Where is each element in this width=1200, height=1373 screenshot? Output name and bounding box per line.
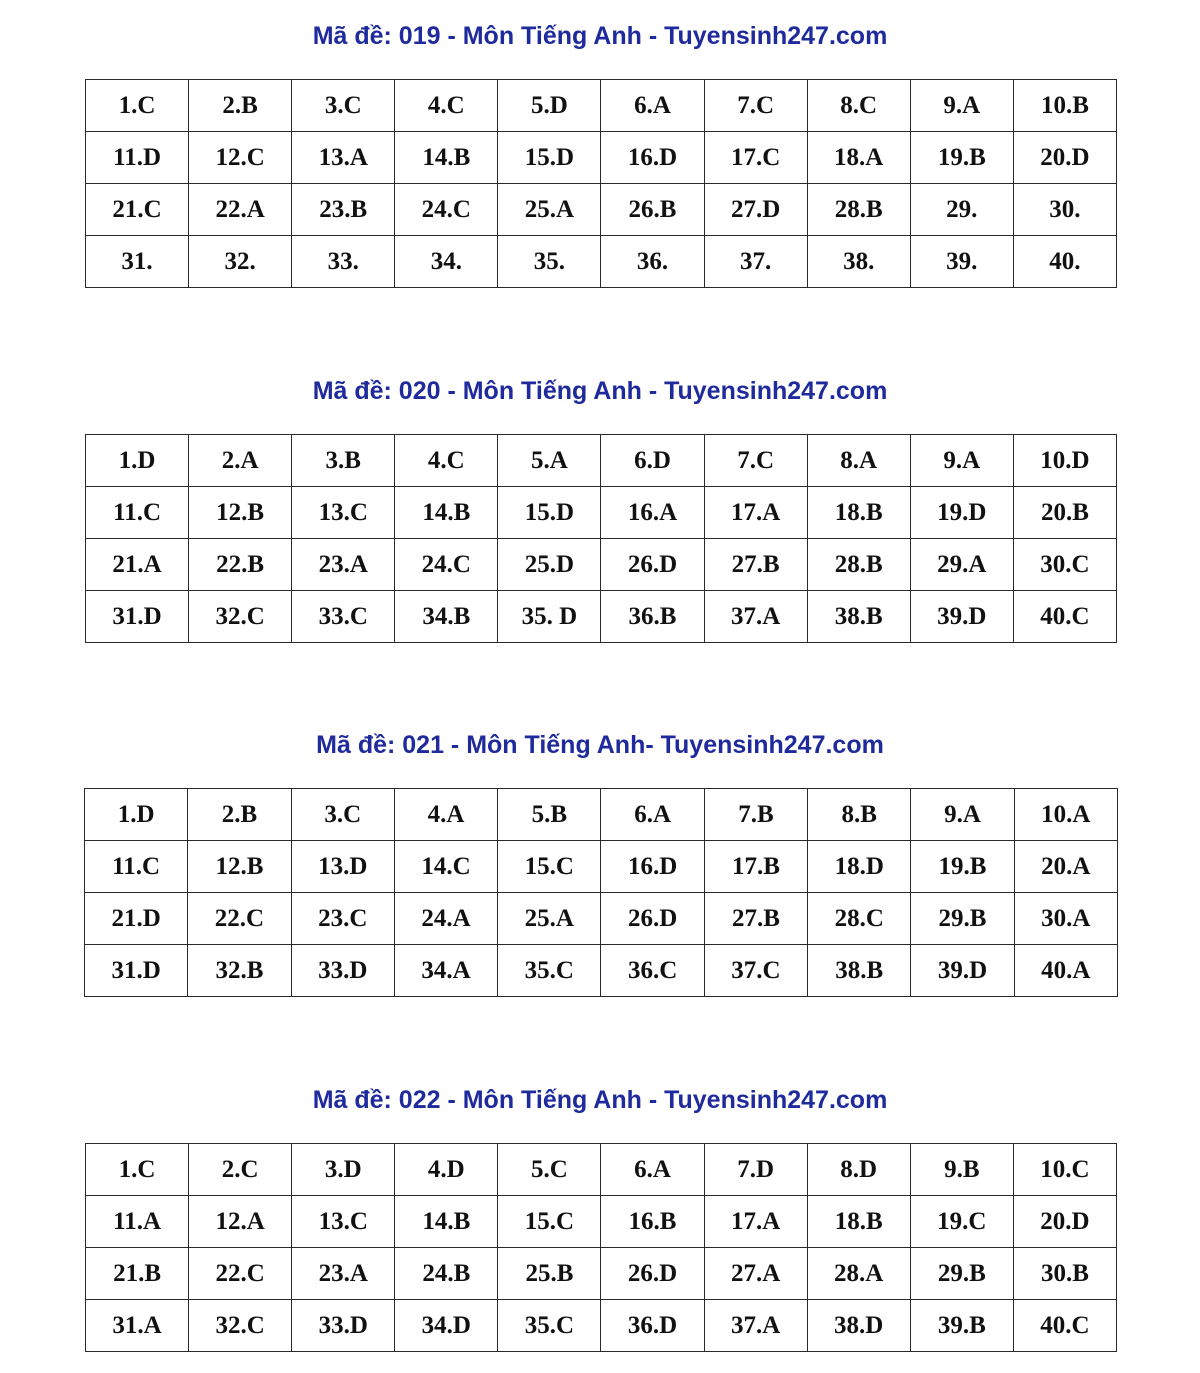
answer-cell: 24.A	[394, 893, 497, 945]
answer-cell: 35. D	[498, 591, 601, 643]
answer-cell: 11.A	[86, 1196, 189, 1248]
section-title: Mã đề: 020 - Môn Tiếng Anh - Tuyensinh247.com	[312, 377, 888, 405]
answer-cell: 38.B	[807, 591, 910, 643]
answer-cell: 1.D	[86, 435, 189, 487]
answer-cell: 34.B	[395, 591, 498, 643]
answer-cell: 16.B	[601, 1196, 704, 1248]
answer-cell: 32.C	[189, 1300, 292, 1352]
answer-cell: 40.C	[1013, 1300, 1116, 1352]
answer-cell: 26.D	[601, 1248, 704, 1300]
answer-cell: 7.C	[704, 435, 807, 487]
answer-cell: 40.C	[1013, 591, 1116, 643]
answer-table	[84, 788, 1118, 997]
answer-cell: 10.C	[1013, 1144, 1116, 1196]
answer-cell: 16.D	[601, 841, 704, 893]
table-row	[86, 1248, 1117, 1300]
answer-cell: 12.C	[189, 132, 292, 184]
answer-cell: 30.B	[1013, 1248, 1116, 1300]
answer-cell: 37.	[704, 236, 807, 288]
answer-cell: 33.D	[292, 1300, 395, 1352]
answer-cell: 22.B	[189, 539, 292, 591]
answer-cell: 40.A	[1014, 945, 1117, 997]
answer-cell: 14.B	[395, 132, 498, 184]
answer-cell: 40.	[1013, 236, 1116, 288]
answer-cell: 33.D	[291, 945, 394, 997]
answer-cell: 5.C	[498, 1144, 601, 1196]
table-row	[86, 591, 1117, 643]
answer-cell: 25.D	[498, 539, 601, 591]
answer-cell: 19.B	[910, 132, 1013, 184]
answer-cell: 34.D	[395, 1300, 498, 1352]
answer-cell: 3.D	[292, 1144, 395, 1196]
answer-cell: 32.	[189, 236, 292, 288]
answer-cell: 25.A	[498, 184, 601, 236]
answer-cell: 15.C	[498, 1196, 601, 1248]
answer-cell: 5.B	[498, 789, 601, 841]
table-row	[85, 789, 1118, 841]
answer-cell: 6.D	[601, 435, 704, 487]
answer-cell: 29.B	[911, 893, 1014, 945]
answer-cell: 32.C	[189, 591, 292, 643]
answer-cell: 19.B	[911, 841, 1014, 893]
answer-cell: 37.C	[704, 945, 807, 997]
answer-cell: 29.B	[910, 1248, 1013, 1300]
answer-cell: 37.A	[704, 1300, 807, 1352]
answer-cell: 17.A	[704, 1196, 807, 1248]
answer-cell: 30.	[1013, 184, 1116, 236]
answer-cell: 5.D	[498, 80, 601, 132]
answer-cell: 4.A	[394, 789, 497, 841]
answer-cell: 8.C	[807, 80, 910, 132]
answer-cell: 38.	[807, 236, 910, 288]
answer-cell: 14.C	[394, 841, 497, 893]
table-row	[86, 236, 1117, 288]
answer-cell: 31.A	[86, 1300, 189, 1352]
answer-cell: 21.A	[86, 539, 189, 591]
answer-cell: 2.B	[188, 789, 291, 841]
answer-cell: 37.A	[704, 591, 807, 643]
answer-cell: 26.B	[601, 184, 704, 236]
answer-cell: 11.C	[85, 841, 188, 893]
answer-cell: 6.A	[601, 80, 704, 132]
answer-cell: 1.D	[85, 789, 188, 841]
answer-cell: 35.C	[498, 945, 601, 997]
table-row	[86, 184, 1117, 236]
answer-cell: 21.C	[86, 184, 189, 236]
answer-cell: 15.C	[498, 841, 601, 893]
section-title: Mã đề: 019 - Môn Tiếng Anh - Tuyensinh247.com	[312, 22, 888, 50]
table-row	[86, 80, 1117, 132]
answer-cell: 2.B	[189, 80, 292, 132]
answer-cell: 33.	[292, 236, 395, 288]
answer-cell: 28.A	[807, 1248, 910, 1300]
answer-cell: 15.D	[498, 132, 601, 184]
answer-cell: 23.B	[292, 184, 395, 236]
answer-cell: 16.D	[601, 132, 704, 184]
answer-cell: 1.C	[86, 1144, 189, 1196]
answer-cell: 7.C	[704, 80, 807, 132]
answer-cell: 27.B	[704, 893, 807, 945]
answer-cell: 24.C	[395, 539, 498, 591]
answer-cell: 20.A	[1014, 841, 1117, 893]
answer-cell: 6.A	[601, 1144, 704, 1196]
answer-cell: 39.	[910, 236, 1013, 288]
answer-cell: 8.A	[807, 435, 910, 487]
answer-cell: 13.C	[292, 487, 395, 539]
section-title: Mã đề: 021 - Môn Tiếng Anh- Tuyensinh247.com	[316, 731, 884, 759]
answer-cell: 13.D	[291, 841, 394, 893]
answer-cell: 15.D	[498, 487, 601, 539]
table-row	[86, 1196, 1117, 1248]
answer-cell: 6.A	[601, 789, 704, 841]
answer-cell: 17.B	[704, 841, 807, 893]
answer-cell: 20.D	[1013, 1196, 1116, 1248]
answer-cell: 30.A	[1014, 893, 1117, 945]
table-row	[86, 1300, 1117, 1352]
answer-cell: 21.D	[85, 893, 188, 945]
answer-cell: 26.D	[601, 539, 704, 591]
table-row	[86, 539, 1117, 591]
answer-cell: 23.A	[292, 539, 395, 591]
answer-cell: 27.A	[704, 1248, 807, 1300]
answer-cell: 27.D	[704, 184, 807, 236]
answer-cell: 26.D	[601, 893, 704, 945]
answer-cell: 7.D	[704, 1144, 807, 1196]
answer-cell: 14.B	[395, 487, 498, 539]
answer-cell: 28.B	[807, 184, 910, 236]
answer-cell: 36.B	[601, 591, 704, 643]
answer-cell: 2.C	[189, 1144, 292, 1196]
answer-cell: 4.C	[395, 435, 498, 487]
answer-cell: 9.A	[910, 435, 1013, 487]
answer-cell: 35.	[498, 236, 601, 288]
answer-cell: 12.A	[189, 1196, 292, 1248]
answer-cell: 8.D	[807, 1144, 910, 1196]
answer-cell: 35.C	[498, 1300, 601, 1352]
answer-cell: 39.B	[910, 1300, 1013, 1352]
answer-cell: 17.A	[704, 487, 807, 539]
answer-cell: 39.D	[910, 591, 1013, 643]
answer-cell: 29.A	[910, 539, 1013, 591]
answer-cell: 23.C	[291, 893, 394, 945]
answer-cell: 19.C	[910, 1196, 1013, 1248]
table-row	[85, 841, 1118, 893]
answer-cell: 24.C	[395, 184, 498, 236]
table-row	[85, 945, 1118, 997]
answer-cell: 12.B	[188, 841, 291, 893]
answer-cell: 28.B	[807, 539, 910, 591]
answer-cell: 24.B	[395, 1248, 498, 1300]
answer-cell: 2.A	[189, 435, 292, 487]
table-row	[86, 487, 1117, 539]
answer-cell: 27.B	[704, 539, 807, 591]
answer-cell: 4.D	[395, 1144, 498, 1196]
answer-table	[85, 434, 1117, 643]
answer-cell: 10.D	[1013, 435, 1116, 487]
answer-cell: 34.	[395, 236, 498, 288]
answer-cell: 22.A	[189, 184, 292, 236]
answer-cell: 31.D	[86, 591, 189, 643]
answer-cell: 38.B	[808, 945, 911, 997]
answer-cell: 38.D	[807, 1300, 910, 1352]
answer-cell: 36.D	[601, 1300, 704, 1352]
answer-cell: 39.D	[911, 945, 1014, 997]
answer-cell: 3.C	[291, 789, 394, 841]
answer-cell: 18.B	[807, 487, 910, 539]
section-title: Mã đề: 022 - Môn Tiếng Anh - Tuyensinh247.com	[312, 1086, 888, 1114]
answer-cell: 9.A	[911, 789, 1014, 841]
answer-cell: 11.C	[86, 487, 189, 539]
answer-cell: 17.C	[704, 132, 807, 184]
table-row	[86, 132, 1117, 184]
answer-table	[85, 1143, 1117, 1352]
answer-cell: 22.C	[189, 1248, 292, 1300]
answer-cell: 12.B	[189, 487, 292, 539]
answer-cell: 9.A	[910, 80, 1013, 132]
answer-cell: 8.B	[808, 789, 911, 841]
answer-cell: 7.B	[704, 789, 807, 841]
table-row	[85, 893, 1118, 945]
answer-cell: 1.C	[86, 80, 189, 132]
answer-cell: 31.	[86, 236, 189, 288]
answer-cell: 19.D	[910, 487, 1013, 539]
answer-table	[85, 79, 1117, 288]
answer-cell: 22.C	[188, 893, 291, 945]
answer-cell: 25.B	[498, 1248, 601, 1300]
answer-cell: 25.A	[498, 893, 601, 945]
answer-cell: 13.A	[292, 132, 395, 184]
answer-cell: 18.B	[807, 1196, 910, 1248]
answer-cell: 3.B	[292, 435, 395, 487]
answer-cell: 13.C	[292, 1196, 395, 1248]
answer-cell: 31.D	[85, 945, 188, 997]
answer-cell: 10.A	[1014, 789, 1117, 841]
answer-cell: 11.D	[86, 132, 189, 184]
answer-cell: 32.B	[188, 945, 291, 997]
answer-cell: 29.	[910, 184, 1013, 236]
answer-cell: 20.D	[1013, 132, 1116, 184]
answer-cell: 9.B	[910, 1144, 1013, 1196]
table-row	[86, 1144, 1117, 1196]
answer-cell: 36.	[601, 236, 704, 288]
answer-cell: 20.B	[1013, 487, 1116, 539]
answer-cell: 14.B	[395, 1196, 498, 1248]
answer-cell: 3.C	[292, 80, 395, 132]
answer-cell: 18.D	[808, 841, 911, 893]
answer-cell: 33.C	[292, 591, 395, 643]
answer-cell: 18.A	[807, 132, 910, 184]
answer-cell: 5.A	[498, 435, 601, 487]
answer-cell: 36.C	[601, 945, 704, 997]
answer-cell: 16.A	[601, 487, 704, 539]
answer-cell: 10.B	[1013, 80, 1116, 132]
answer-cell: 4.C	[395, 80, 498, 132]
answer-cell: 28.C	[808, 893, 911, 945]
table-row	[86, 435, 1117, 487]
answer-cell: 23.A	[292, 1248, 395, 1300]
answer-cell: 21.B	[86, 1248, 189, 1300]
answer-cell: 34.A	[394, 945, 497, 997]
answer-cell: 30.C	[1013, 539, 1116, 591]
